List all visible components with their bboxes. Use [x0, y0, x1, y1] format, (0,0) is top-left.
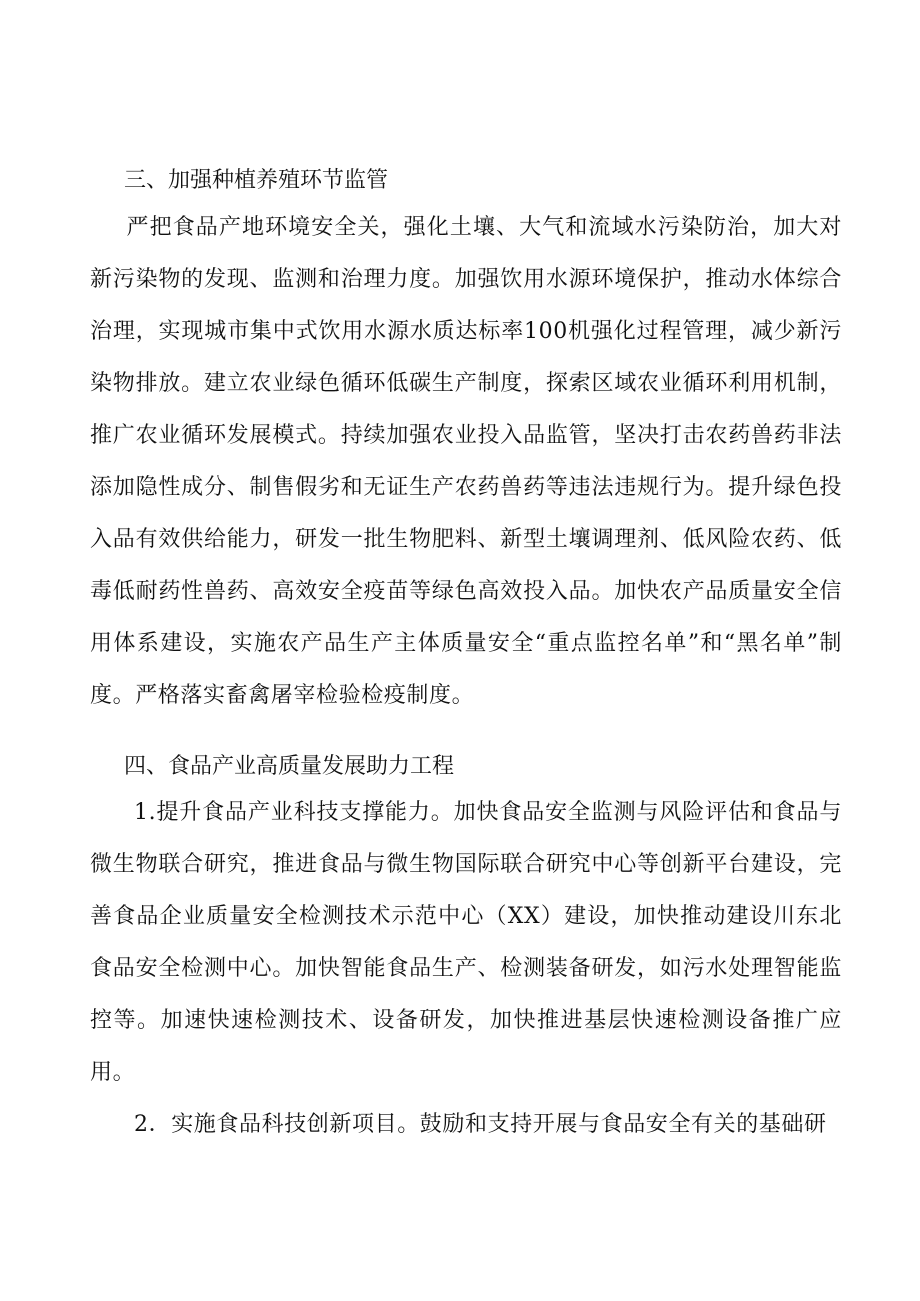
section-4-item-1-text: 1.提升食品产业科技支撑能力。加快食品安全监测与风险评估和食品与微生物联合研究，推进食品与微生物国际联合研究中心等创新平台建设，完善食品企业质量安全检测技术示范中心（XX）建设，加快推动建设川东北食品安全检测中心。加快智能食品生产、检测装备研发，如污水处理智能监控等。加速快速检测技术、设备研发，加快推进基层快速检测设备推广应用。: [90, 800, 842, 1085]
section-3-heading: 三、加强种植养殖环节监管: [124, 168, 389, 193]
section-4-item-2: [90, 1099, 842, 1151]
section-4-item-1: [90, 787, 842, 1099]
section-4-heading: 四、食品产业高质量发展助力工程: [124, 754, 455, 779]
section-4-item-2-text: 2．实施食品科技创新项目。鼓励和支持开展与食品安全有关的基础研: [134, 1112, 827, 1137]
section-3-paragraph: [90, 202, 842, 722]
section-3-paragraph-text: 严把食品产地环境安全关，强化土壤、大气和流域水污染防治，加大对新污染物的发现、监测和治理力度。加强饮用水源环境保护，推动水体综合治理，实现城市集中式饮用水源水质达标率100机强化过程管理，减少新污染物排放。建立农业绿色循环低碳生产制度，探索区域农业循环利用机制，推广农业循环发展模式。持续加强农业投入品监管，坚决打击农药兽药非法添加隐性成分、制售假劣和无证生产农药兽药等违法违规行为。提升绿色投入品有效供给能力，研发一批生物肥料、新型土壤调理剂、低风险农药、低毒低耐药性兽药、高效安全疫苗等绿色高效投入品。加快农产品质量安全信用体系建设，实施农产品生产主体质量安全“重点监控名单”和“黑名单”制度。严格落实畜禽屠宰检验检疫制度。: [90, 215, 842, 708]
